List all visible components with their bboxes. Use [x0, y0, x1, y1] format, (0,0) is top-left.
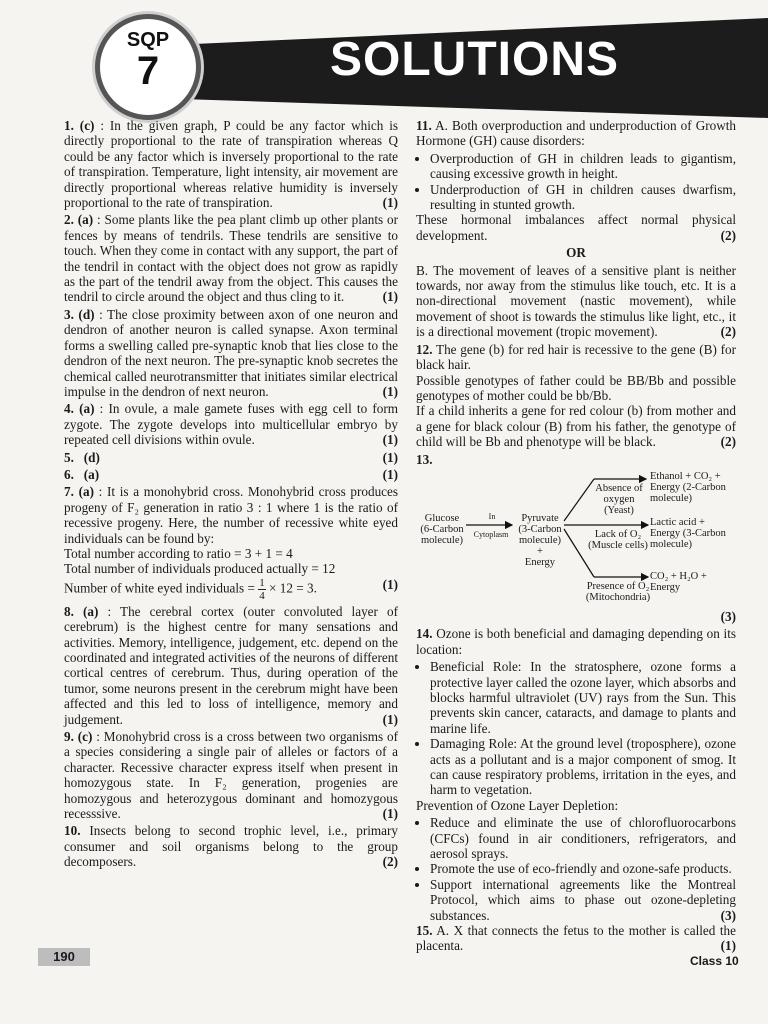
answer-number: 6. [64, 466, 74, 482]
list-item: • Reduce and eliminate the use of chlorofluorocarbons (CFCs) found in air conditioners, refrigerators, and aerosol sprays. [430, 815, 736, 861]
answer-13 [416, 452, 736, 467]
prevention-heading: Prevention of Ozone Layer Depletion: [416, 797, 619, 813]
answer-mark: (1) [382, 195, 398, 211]
answer-text: : Some plants like the pea plant climb up other plants or fences by means of tendrils. These tendrils are sensitive to touch. When they come in contact with any support, the part of the tendril in contact with the object does not grow as rapidly as the part of the tendril away from the object. This causes the tendril to circle around the object and thus cling to it. [64, 212, 398, 305]
right-column [416, 118, 736, 956]
branch-line-top [564, 479, 594, 521]
sqp-label: SQP [126, 29, 170, 51]
answer-text: These hormonal imbalances affect normal physical development. [416, 212, 736, 243]
answer-number: 3. [64, 306, 74, 322]
answer-9 [64, 729, 398, 821]
answer-text: The gene (b) for red hair is recessive to the gene (B) for black hair. [416, 341, 736, 373]
answer-mark: (2) [720, 227, 736, 243]
answer-option: (a) [83, 466, 100, 482]
answer-option: (c) [79, 118, 95, 133]
absence-label: Absence of oxygen (Yeast) [595, 482, 643, 516]
answer-14 [416, 626, 736, 657]
label-subtext: (3-Carbon molecule) [518, 523, 562, 546]
answer-text: : The close proximity between axon of one neuron and dendron of another neuron is called synapse. Axon terminal forms a swelling called pre-synaptic knob that lies close to the dendron of the next neuron. The pre-synaptic knob secretes the chemical called neurotransmitter that initiates similar electrical impulse in the dendron of next neuron. [64, 306, 399, 399]
answer-option: (a) [78, 484, 94, 500]
answer-mark: (1) [382, 466, 398, 482]
answer-mark: (2) [720, 434, 736, 450]
bullet-list [416, 151, 736, 213]
answer-text: Ozone is both beneficial and damaging depending on its location: [416, 626, 736, 657]
answer-option: (a) [77, 212, 94, 228]
answer-option: (d) [78, 306, 95, 322]
answer-3 [64, 307, 398, 399]
answer-option: (d) [83, 449, 100, 465]
page-title: SOLUTIONS [330, 33, 620, 86]
list-item: • Damaging Role: At the ground level (troposphere), ozone acts as a pollutant and is a major component of smog. It can cause respiratory problems, irritation in the eyes, and harm to vegetation. [430, 736, 736, 798]
label-text: Pyruvate [521, 512, 559, 524]
answer-part: A. [435, 118, 448, 133]
list-item: • Beneficial Role: In the stratosphere, ozone forms a protective layer called the ozone layer, which absorbs and blocks harmful ultraviolet (UV) rays from the Sun. This prevents skin cancer, cataracts, and damage to plants and marine life. [430, 659, 736, 736]
answer-11 [416, 118, 736, 149]
plus-sign: + [537, 545, 543, 557]
bullet-list [416, 815, 736, 923]
answer-text: : It is a monohybrid cross. Monohybrid cross produces progeny of F₂ generation in ratio 3 : 1 where 1 is the ratio of recessive progeny. Here, the number of recessive white eyed individuals can be found by: [64, 484, 399, 546]
co2-label: CO₂ + H₂O + Energy [650, 570, 707, 593]
sqp-number: 7 [136, 49, 160, 93]
list-item: • Underproduction of GH in children causes dwarfism, resulting in stunted growth. [430, 182, 736, 213]
answer-11-outro [416, 212, 736, 243]
list-item [430, 877, 736, 923]
answer-text: : Monohybrid cross is a cross between two organisms of a species considering a single pair of alleles or factors of a character. Recessive character express itself when present in homozygous state. In F₂ generation, progenies are homozygous and heterozygous dominant and homozygous recesssive. [64, 729, 399, 822]
or-divider: OR [566, 245, 586, 261]
answer-4 [64, 401, 398, 447]
answer-number: 4. [64, 401, 74, 417]
answer-number: 9. [64, 729, 74, 745]
list-item-text: Support international agreements like the Montreal Protocol, which aims to phase out ozone-depleting substances. [430, 876, 736, 923]
answer-number: 12. [416, 341, 433, 357]
answer-line: Total number of individuals produced actually = 12 [64, 561, 336, 577]
answer-number: 11. [416, 118, 432, 133]
pyruvate-label [514, 513, 566, 568]
answer-text: : In ovule, a male gamete fuses with egg cell to form zygote. The zygote develops into multicellular embryo by repeated cell divisions within ovule. [64, 401, 398, 448]
answer-number: 7. [64, 484, 74, 500]
answer-13-mark [416, 609, 736, 624]
answer-12 [416, 342, 736, 450]
answer-option: (a) [83, 603, 99, 619]
label-text: Glucose [424, 512, 460, 524]
answer-mark: (1) [382, 449, 398, 465]
answer-text: Insects belong to second trophic level, i.e., primary consumer and soil organisms belong to the group decomposers. [64, 823, 399, 870]
fraction-numerator: 1 [259, 576, 265, 589]
cytoplasm-label: Cytoplasm [473, 529, 509, 539]
respiration-diagram [416, 469, 736, 609]
answer-number: 14. [416, 626, 433, 642]
answer-part: B. [416, 262, 429, 278]
label-text: Energy [524, 556, 556, 568]
answer-number: 10. [64, 823, 81, 839]
answer-text: Both overproduction and underproduction of Growth Hormone (GH) cause disorders: [416, 118, 736, 149]
answer-line: Total number according to ratio = 3 + 1 = 4 [64, 545, 293, 561]
answer-number: 2. [64, 212, 74, 228]
bullet-list [416, 659, 736, 798]
answer-mark: (1) [382, 806, 398, 822]
answer-text: If a child inherits a gene for red colour (b) from mother and a gene for black colour (B) from his father, the genotype of child will be Bb and phenotype will be black. [416, 403, 736, 450]
answer-mark: (3) [720, 608, 736, 624]
ethanol-label: Ethanol + CO₂ + Energy (2-Carbon molecule) [650, 470, 726, 504]
fraction [258, 577, 266, 602]
answer-number: 5. [64, 449, 74, 465]
presence-label: Presence of O₂ (Mitochondria) [585, 580, 651, 603]
answer-text: X that connects the fetus to the mother is called the placenta. [416, 923, 736, 954]
answer-10 [64, 823, 398, 869]
class-label: Class 10 [690, 954, 739, 968]
list-item: • Promote the use of eco-friendly and ozone-safe products. [430, 861, 736, 876]
answer-number: 15. [416, 923, 433, 939]
answer-number: 1. [64, 118, 74, 133]
answer-line: × 12 = 3. [269, 580, 317, 596]
fraction-denominator: 4 [259, 589, 265, 602]
left-column [64, 118, 398, 872]
answer-number: 8. [64, 603, 74, 619]
answer-mark: (1) [720, 938, 736, 954]
answer-text: The movement of leaves of a sensitive plant is neither towards, nor away from the stimulus like touch, etc. It is a non-directional movement (nastic movement), while movement of shoot is towards the stimulus like light, etc., it is a directional movement (tropic movement). [416, 262, 736, 340]
answer-option: (c) [77, 729, 93, 745]
answer-2 [64, 212, 398, 304]
answer-7 [64, 484, 398, 601]
answer-line: Number of white eyed individuals = [64, 580, 255, 596]
answer-number: 13. [416, 451, 433, 467]
answer-text: : In the given graph, P could be any factor which is directly proportional to the rate of transpiration whereas Q could be any factor which is inversely proportional to the rate of transpiration. Temperature, light intensity, air movement are directly proportional whereas relative humidity is inversely proportional to the rate of transpiration. [64, 118, 399, 211]
lack-label: Lack of O₂ (Muscle cells) [588, 528, 648, 551]
answer-5 [64, 450, 398, 465]
answer-6 [64, 467, 398, 482]
lactic-label: Lactic acid + Energy (3-Carbon molecule) [650, 516, 726, 550]
answer-mark: (3) [720, 907, 736, 923]
answer-15 [416, 923, 736, 954]
answer-mark: (2) [382, 854, 398, 870]
glucose-label [416, 513, 468, 546]
answer-option: (a) [79, 401, 95, 417]
answer-part: A. [436, 923, 450, 939]
answer-11-b [416, 263, 736, 340]
answer-8 [64, 604, 398, 727]
answer-mark: (1) [382, 576, 398, 592]
in-label: In [488, 511, 496, 521]
answer-text: : The cerebral cortex (outer convoluted layer of cerebrum) is the highest centre for many sensations and activities. Memory, intelligence, judgement, etc. depend on the coordinated and integrated activities of the neurons of different cortical centres of cerebrum. Thus, during operation of the tumor, some neurons present in the cerebrum might have been affected and this led to loss of intelligence, memory and judgement. [64, 603, 398, 727]
answer-mark: (1) [382, 289, 398, 305]
sqp-badge [95, 14, 201, 120]
page-number: 190 [38, 948, 90, 966]
list-item: • Overproduction of GH in children leads to gigantism, causing excessive growth in height. [430, 151, 736, 182]
answer-mark: (1) [382, 432, 398, 448]
answer-mark: (2) [720, 324, 736, 340]
answer-mark: (1) [382, 383, 398, 399]
answer-mark: (1) [382, 711, 398, 727]
answer-1 [64, 118, 398, 210]
label-subtext: (6-Carbon molecule) [420, 523, 464, 546]
answer-text: Possible genotypes of father could be BB/Bb and possible genotypes of mother could be bb/Bb. [416, 372, 736, 403]
